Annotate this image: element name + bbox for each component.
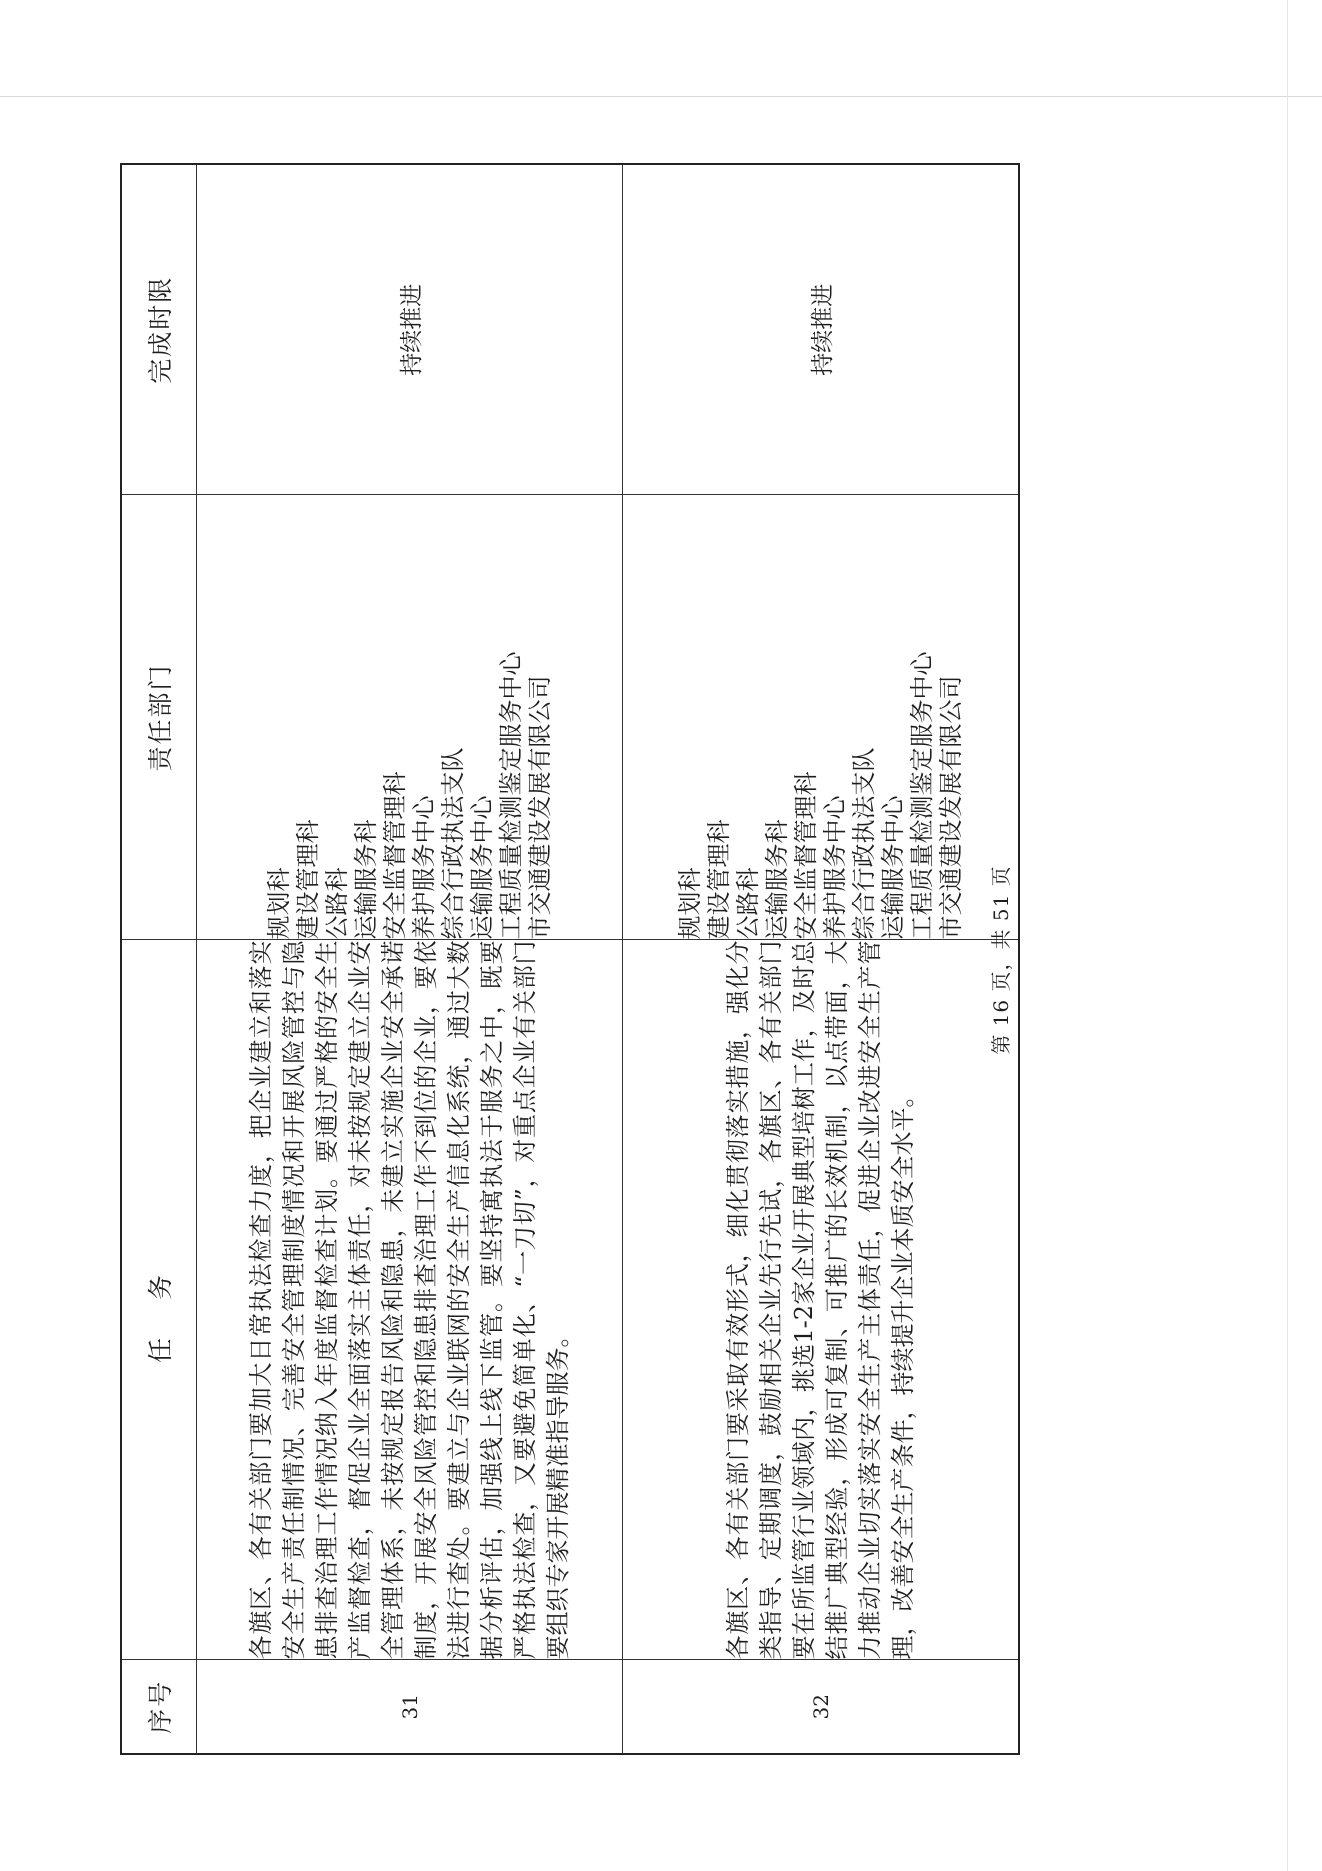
row-seq: 31 <box>197 1660 623 1754</box>
task-table <box>120 163 1020 1755</box>
row-deadline: 持续推进 <box>197 164 623 495</box>
dept-item: 综合行政执法支队 <box>438 747 467 940</box>
table-row <box>197 164 623 1754</box>
dept-item: 建设管理科 <box>293 819 322 940</box>
row-depts <box>197 495 623 940</box>
dept-item: 安全监督管理科 <box>380 771 409 940</box>
page-number: 第 16 页，共 51 页 <box>989 865 1013 1055</box>
dept-item: 市交通建设发展有限公司 <box>936 675 965 940</box>
row-task: 各旗区、各有关部门要加大日常执法检查力度，把企业建立和落实安全生产责任制情况、完善安全管理制度情况和开展风险管控与隐患排查治理工作情况纳入年度监督检查计划。要通过严格的安全生产监督检查，督促企业全面落实主体责任，对未按规定建立企业安全管理体系，未按规定报告风险和隐患，未建立实施企业安全承诺制度，开展安全风险管控和隐患排查治理工作不到位的企业，要依法进行查处。要建立与企业联网的安全生产信息化系统，通过大数据分析评估，加强线上线下监管。要坚持寓执法于服务之中，既要严格执法检查，又要避免简单化、“一刀切”，对重点企业有关部门要组织专家开展精准指导服务。 <box>197 940 623 1660</box>
row-seq: 32 <box>623 1660 1019 1754</box>
header-deadline: 完成时限 <box>121 164 197 495</box>
dept-item: 安全监督管理科 <box>791 771 820 940</box>
dept-item: 养护服务中心 <box>409 795 438 940</box>
dept-item: 运输服务中心 <box>878 795 907 940</box>
row-task: 各旗区、各有关部门要采取有效形式，细化贯彻落实措施，强化分类指导、定期调度，鼓励相关企业先行先试，各旗区、各有关部门要在所监管行业领域内，挑选1-2家企业开展典型培树工作，及时总结推广典型经验，形成可复制、可推广的长效机制，以点带面，大力推动企业切实落实安全生产主体责任，促进企业改进安全生产管理，改善安全生产条件，持续提升企业本质安全水平。 <box>623 940 1019 1660</box>
header-task-label: 任务 <box>146 1237 175 1364</box>
dept-item: 市交通建设发展有限公司 <box>525 675 554 940</box>
scan-edge-line <box>0 96 1322 97</box>
table-header-row <box>121 164 197 1754</box>
dept-item: 建设管理科 <box>704 819 733 940</box>
dept-item: 规划科 <box>264 867 293 940</box>
dept-item: 公路科 <box>733 867 762 940</box>
header-seq: 序号 <box>121 1660 197 1754</box>
dept-item: 规划科 <box>675 867 704 940</box>
dept-item: 运输服务中心 <box>467 795 496 940</box>
document-page <box>120 165 1025 1755</box>
table-row <box>623 164 1019 1754</box>
header-dept: 责任部门 <box>121 495 197 940</box>
header-task <box>121 940 197 1660</box>
dept-item: 公路科 <box>322 867 351 940</box>
row-deadline: 持续推进 <box>623 164 1019 495</box>
dept-item: 工程质量检测鉴定服务中心 <box>496 651 525 940</box>
dept-item: 工程质量检测鉴定服务中心 <box>907 651 936 940</box>
row-depts <box>623 495 1019 940</box>
dept-item: 运输服务科 <box>762 819 791 940</box>
dept-item: 运输服务科 <box>351 819 380 940</box>
scan-edge-line-vertical <box>1287 0 1288 1871</box>
dept-item: 养护服务中心 <box>820 795 849 940</box>
dept-item: 综合行政执法支队 <box>849 747 878 940</box>
